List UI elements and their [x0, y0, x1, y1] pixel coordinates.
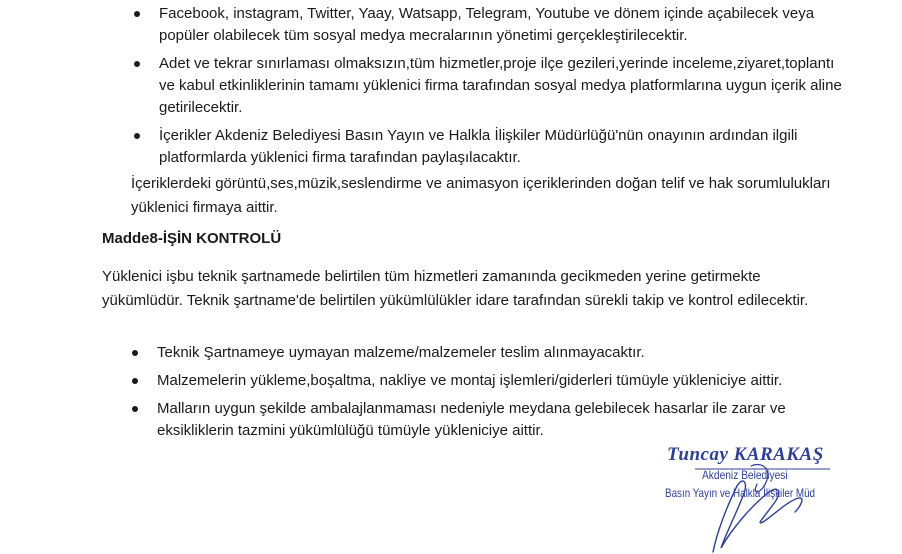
stamp-name: Tuncay KARAKAŞ: [667, 444, 824, 465]
list-item: Facebook, instagram, Twitter, Yaay, Watsapp, Telegram, Youtube ve dönem içinde açabilecek veya popüler olabilecek tüm sosyal medya mecralarının yönetimi gerçekleştirilecektir.: [159, 3, 849, 47]
list-item: İçerikler Akdeniz Belediyesi Basın Yayın ve Halkla İlişkiler Müdürlüğü'nün onayının ardından ilgili platformlarda yüklenici firma tarafından paylaşılacaktır.: [159, 125, 849, 169]
stamp-department: Basın Yayın ve Halkla İlişkiler Müd: [665, 486, 816, 500]
list-item: Adet ve tekrar sınırlaması olmaksızın,tüm hizmetler,proje ilçe gezileri,yerinde inceleme,ziyaret,toplantı ve kabul etkinliklerinin tamamı yüklenici firma tarafından sosyal medya platformlarına uygun içerik aline getirilecektir.: [159, 53, 849, 119]
obligation-paragraph: Yüklenici işbu teknik şartnamede belirtilen tüm hizmetleri zamanında gecikmeden yerine getirmekte yükümlüdür. Teknik şartname'de belirtilen yükümlülükler idare tarafından sürekli takip ve kontrol edilecektir.: [102, 268, 809, 309]
list-item: Malların uygun şekilde ambalajlanmaması nedeniyle meydana gelebilecek hasarlar ile zarar ve eksikliklerin tazmini yükümlülüğü tümüyle yükleniciye aittir.: [157, 398, 847, 442]
signature-scribble-icon: [655, 440, 895, 554]
stamp-institution: Akdeniz Belediyesi: [702, 468, 788, 482]
official-stamp-signature: [655, 440, 895, 554]
list-item: Teknik Şartnameye uymayan malzeme/malzemeler teslim alınmayacaktır.: [157, 342, 847, 364]
bullet-list-social-media: [159, 3, 849, 175]
section-heading: Madde8-İŞİN KONTROLÜ: [102, 230, 282, 247]
copyright-paragraph: İçeriklerdeki görüntü,ses,müzik,seslendirme ve animasyon içeriklerinden doğan telif ve hak sorumlulukları yüklenici firmaya aittir.: [131, 175, 831, 216]
list-item: Malzemelerin yükleme,boşaltma, nakliye ve montaj işlemleri/giderleri tümüyle yükleniciye aittir.: [157, 370, 847, 392]
bullet-list-control: [157, 342, 847, 448]
